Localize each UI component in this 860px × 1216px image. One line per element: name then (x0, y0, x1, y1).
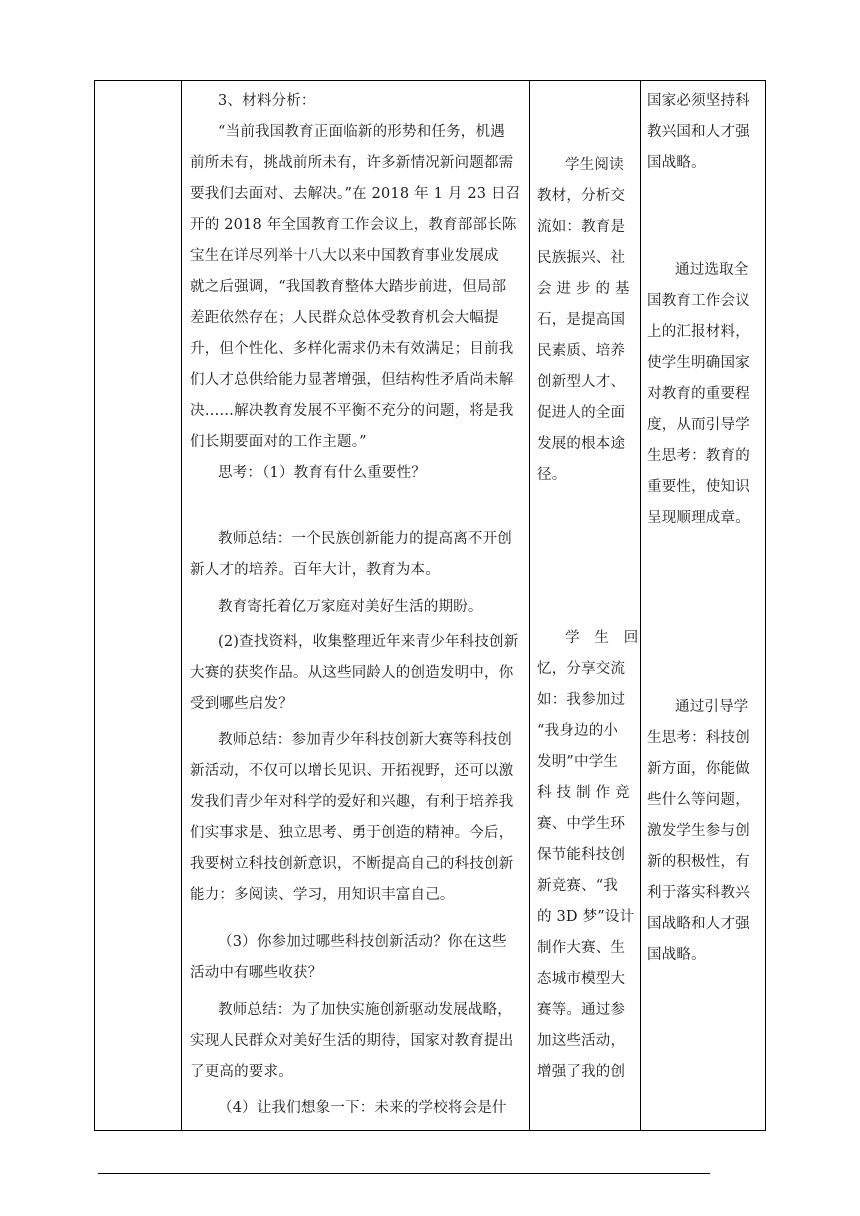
student-activity-1: 学生阅读 教材，分析交 流如：教育是 民族振兴、社 会 进 步 的 基 石，是提高国 民素质、培养 创新型人才、 促进人的全面 发展的根本途 径。 (537, 157, 630, 483)
teacher-summary-1: 教师总结：一个民族创新能力的提高离不开创 新人才的培养。百年大计，教育为本。 (190, 531, 512, 578)
teacher-summary-1b: 教育寄托着亿万家庭对美好生活的期盼。 (218, 599, 483, 615)
section-heading: 3、材料分析： (218, 93, 316, 109)
question-3: （3）你参加过哪些科技创新活动？你在这些 活动中有哪些收获？ (190, 934, 507, 981)
column-divider (640, 81, 641, 1130)
design-intent-0: 国家必须坚持科 教兴国和人才强 国战略。 (647, 93, 750, 171)
teacher-summary-3: 教师总结：为了加快实施创新驱动发展战略， 实现人民群众对美好生活的期待，国家对教育提出 了更高的要求。 (190, 1002, 514, 1080)
question-1: 思考：（1）教育有什么重要性？ (218, 465, 426, 481)
quote-paragraph: “当前我国教育正面临新的形势和任务，机遇 前所未有，挑战前所未有，许多新情况新问题都需 要我们去面对、去解决。”在 2018 年 1 月 23 日召 开的 2018 年全国教育工作会议上，教育部部长陈 宝生在详尽列举十八大以来中国教育事业发展成 就之后强调，“我国教育整体大踏步前进，但局部 差距依然存在；人民群众总体受教育机会大幅提 升，但个性化、多样化需求仍未有效满足；目前我 们人才总供给能力显著增强，但结构性矛盾尚未解 决……解决教育发展不平衡不充分的问题，将是我 们长期要面对的工作主题。” (190, 124, 521, 450)
empty-first-column (95, 81, 181, 1130)
student-activity-2: 学 生 回 忆，分享交流 如：我参加过 “我身边的小 发明”中学生 科 技 制 作 竞 赛、中学生环 保节能科技创 新竞赛、“我 的 3D 梦”设计 制作大赛、生 态城市模型大 赛等。通过参 加这些活动， 增强了我的创 (537, 630, 639, 1080)
design-intent-2: 通过引导学 生思考：科技创 新方面，你能做 些什么等问题， 激发学生参与创 新的积极性，有 利于落实科教兴 国战略和人才强 国战略。 (647, 699, 750, 963)
column-divider (181, 81, 182, 1130)
column-divider (529, 81, 530, 1130)
question-4: （4）让我们想象一下：未来的学校将会是什 (218, 1100, 507, 1116)
footer-rule (98, 1173, 710, 1174)
teacher-summary-2: 教师总结：参加青少年科技创新大赛等科技创 新活动，不仅可以增长见识、开拓视野，还可以激 发我们青少年对科学的爱好和兴趣，有利于培养我 们实事求是、独立思考、勇于创造的精神。今后， 我要树立科技创新意识，不断提高自己的科技创新 能力：多阅读、学习，用知识丰富自己。 (190, 732, 514, 903)
question-2: (2)查找资料，收集整理近年来青少年科技创新 大赛的获奖作品。从这些同龄人的创造发明中，你 受到哪些启发？ (190, 634, 519, 712)
design-intent-1: 通过选取全 国教育工作会议 上的汇报材料， 使学生明确国家 对教育的重要程 度，从而引导学 生思考：教育的 重要性，使知识 呈现顺理成章。 (647, 262, 750, 526)
